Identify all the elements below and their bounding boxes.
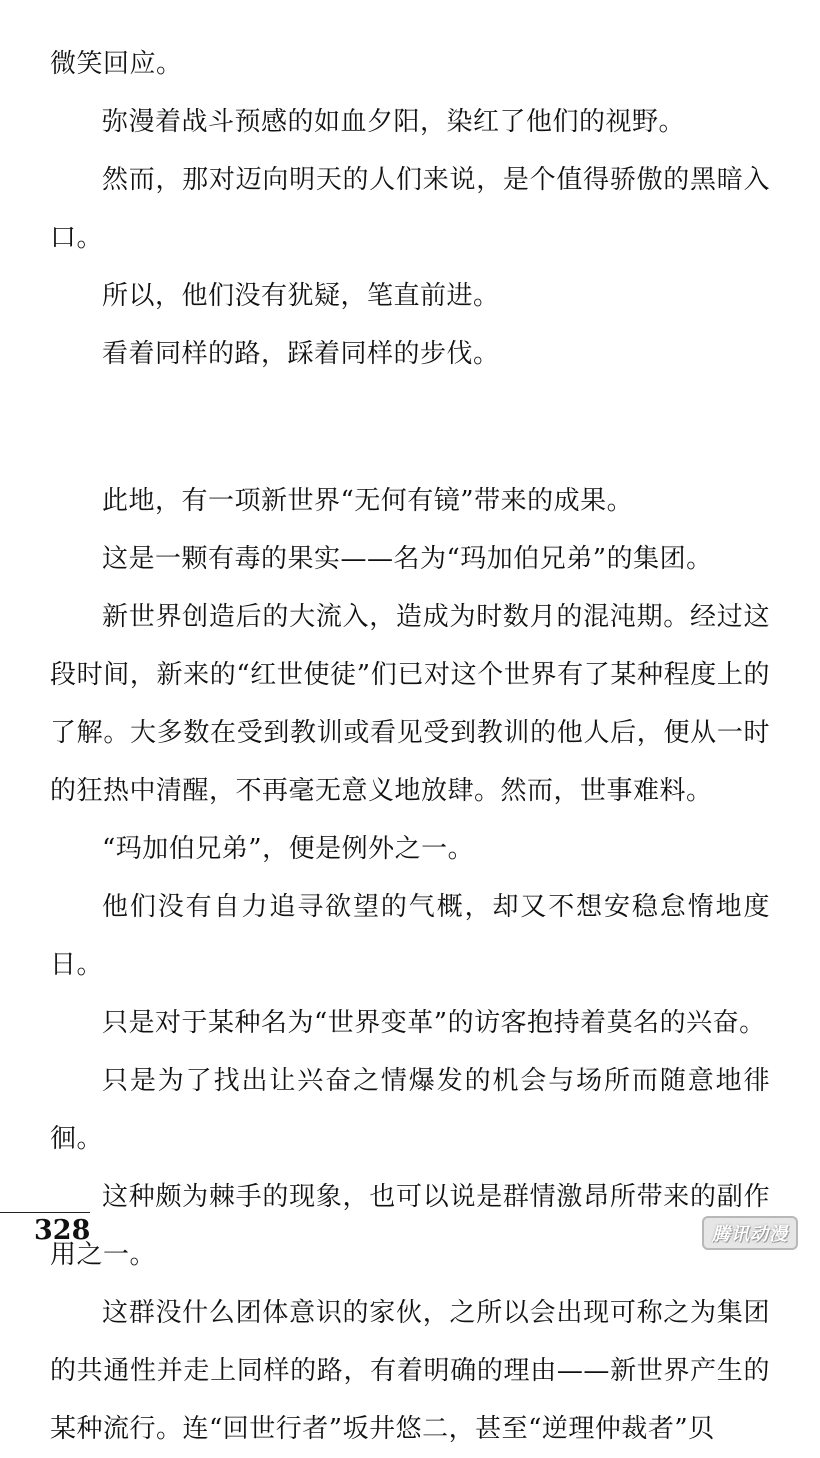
paragraph-7: 这是一颗有毒的果实——名为“玛加伯兄弟”的集团。 [102, 544, 713, 574]
paragraph-2: 弥漫着战斗预感的如血夕阳，染红了他们的视野。 [102, 107, 686, 137]
paragraph-6: 此地，有一项新世界“无何有镜”带来的成果。 [102, 486, 634, 516]
paragraph-3: 然而，那对迈向明天的人们来说，是个值得骄傲的黑暗入口。 [50, 165, 770, 253]
page-number: 328 [34, 1215, 91, 1246]
paragraph-4: 所以，他们没有犹疑，笔直前进。 [102, 281, 500, 311]
watermark-logo: 腾讯动漫 [702, 1216, 798, 1250]
paragraph-11: 只是对于某种名为“世界变革”的访客抱持着莫名的兴奋。 [102, 1008, 766, 1038]
paragraph-10: 他们没有自力追寻欲望的气概，却又不想安稳怠惰地度日。 [50, 892, 770, 980]
paragraph-5: 看着同样的路，踩着同样的步伐。 [102, 339, 500, 369]
paragraph-1: 微笑回应。 [50, 49, 183, 79]
paragraph-13: 这种颇为棘手的现象，也可以说是群情激昂所带来的副作用之一。 [50, 1182, 770, 1270]
paragraph-14: 这群没什么团体意识的家伙，之所以会出现可称之为集团的共通性并走上同样的路，有着明确的理由——新世界产生的某种流行。连“回世行者”坂井悠二，甚至“逆理仲裁者”贝 [50, 1298, 770, 1444]
paragraph-8: 新世界创造后的大流入，造成为时数月的混沌期。经过这段时间，新来的“红世使徒”们已对这个世界有了某种程度上的了解。大多数在受到教训或看见受到教训的他人后，便从一时的狂热中清醒，不再毫无意义地放肆。然而，世事难料。 [50, 602, 770, 806]
paragraph-9: “玛加伯兄弟”，便是例外之一。 [102, 834, 475, 864]
footer-rule [0, 1212, 90, 1213]
paragraph-12: 只是为了找出让兴奋之情爆发的机会与场所而随意地徘徊。 [50, 1066, 770, 1154]
